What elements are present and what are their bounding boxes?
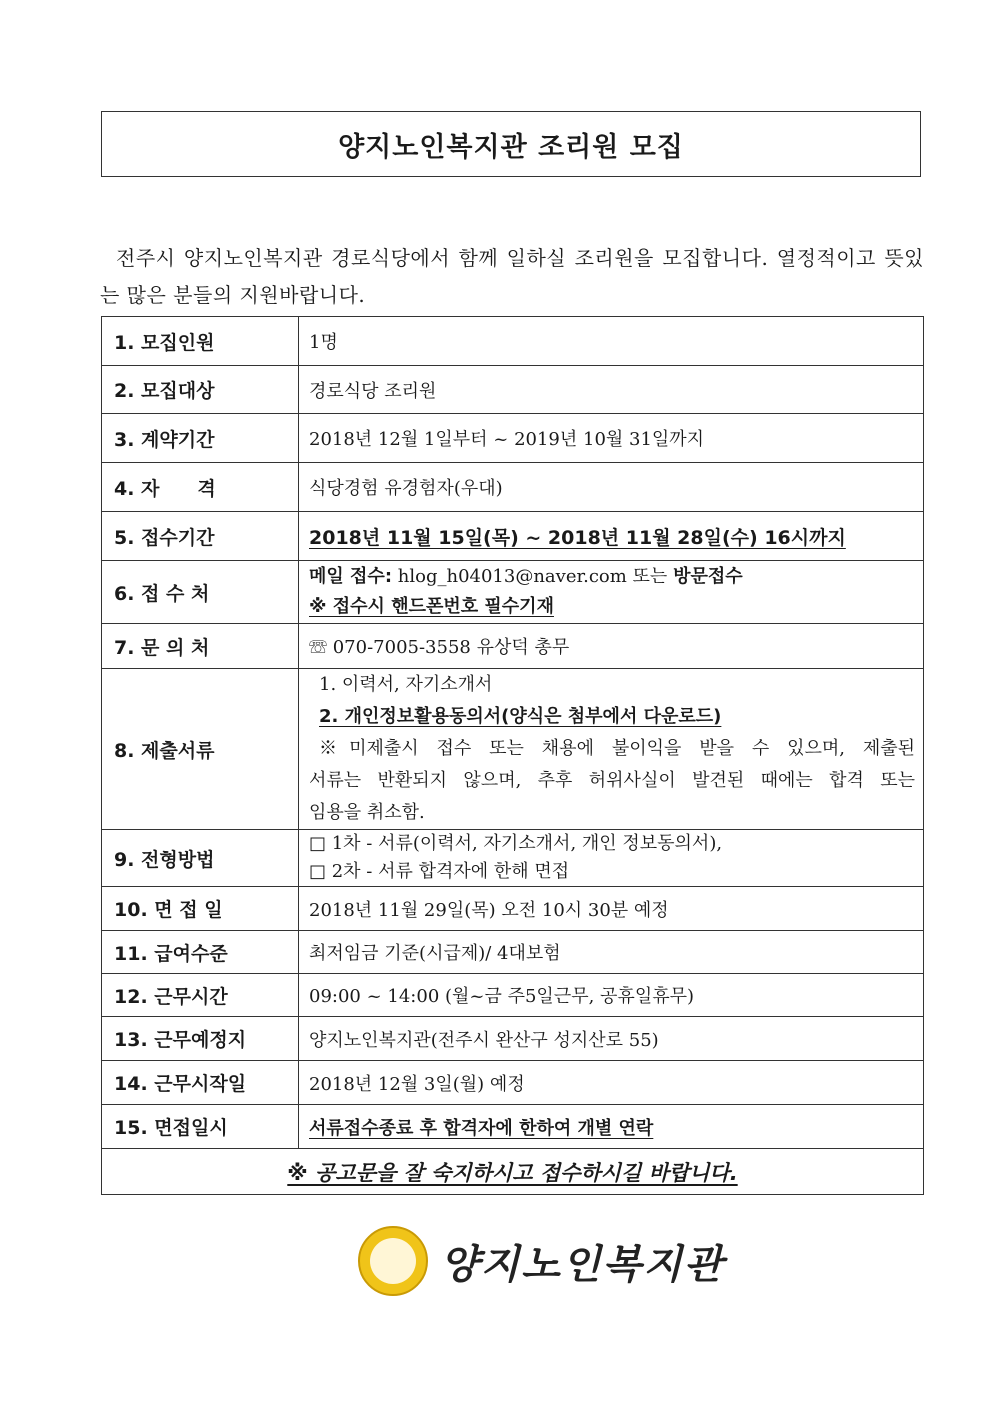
mail-prefix: 메일 접수: (309, 566, 393, 587)
phone-note: ※ 접수시 핸드폰번호 필수기재 (309, 596, 554, 617)
table-row (102, 974, 924, 1017)
screening-step-2: □ 2차 - 서류 합격자에 한해 면접 (309, 861, 570, 882)
page-title: 양지노인복지관 조리원 모집 (338, 131, 684, 163)
document-item-1: 1. 이력서, 자기소개서 (319, 674, 493, 695)
row-label: 8. 제출서류 (102, 669, 299, 830)
organization-emblem-icon (358, 1226, 428, 1296)
table-row (102, 830, 924, 887)
application-period: 2018년 11월 15일(목) ~ 2018년 11월 28일(수) 16시까지 (309, 526, 846, 549)
screening-step-1: □ 1차 - 서류(이력서, 자기소개서, 개인 정보동의서), (309, 833, 723, 854)
mail-or: 또는 (632, 566, 668, 587)
row-value: 1명 (299, 317, 924, 366)
organization-logo-text: 양지노인복지관 (440, 1240, 725, 1288)
row-label: 7. 문 의 처 (102, 624, 299, 669)
row-label: 12. 근무시간 (102, 974, 299, 1017)
row-label: 5. 접수기간 (102, 512, 299, 561)
row-value: 경로식당 조리원 (299, 366, 924, 414)
document-note-line: 임용을 취소함. (309, 802, 425, 823)
row-value: 09:00 ~ 14:00 (월~금 주5일근무, 공휴일휴무) (299, 974, 924, 1017)
visit-text: 방문접수 (673, 566, 743, 587)
row-label: 15. 면접일시 (102, 1105, 299, 1149)
table-row (102, 1149, 924, 1195)
table-row (102, 463, 924, 512)
interview-schedule: 서류접수종료 후 합격자에 한하여 개별 연락 (309, 1117, 654, 1139)
row-label: 14. 근무시작일 (102, 1061, 299, 1105)
document-item-2: 2. 개인정보활용동의서(양식은 첨부에서 다운로드) (319, 706, 722, 727)
document-note-line: ※미제출시 접수 또는 채용에 불이익을 받을 수 있으며, 제출된 (319, 738, 915, 759)
document-note-line: 서류는 반환되지 않으며, 추후 허위사실이 발견된 때에는 합격 또는 (309, 770, 915, 791)
table-row (102, 512, 924, 561)
row-label: 10. 면 접 일 (102, 887, 299, 931)
table-row (102, 366, 924, 414)
table-row (102, 414, 924, 463)
table-row (102, 561, 924, 624)
table-row (102, 1017, 924, 1061)
row-label: 13. 근무예정지 (102, 1017, 299, 1061)
row-label: 4. 자 격 (102, 463, 299, 512)
row-label: 2. 모집대상 (102, 366, 299, 414)
table-row (102, 1061, 924, 1105)
table-row (102, 317, 924, 366)
table-row (102, 887, 924, 931)
row-value: 양지노인복지관(전주시 완산구 성지산로 55) (299, 1017, 924, 1061)
row-value: ☏ 070-7005-3558 유상덕 총무 (299, 624, 924, 669)
row-label: 11. 급여수준 (102, 931, 299, 974)
row-label: 6. 접 수 처 (102, 561, 299, 624)
row-value: 최저임금 기준(시급제)/ 4대보험 (299, 931, 924, 974)
row-value: 식당경험 유경험자(우대) (299, 463, 924, 512)
email-address: hlog_h04013@naver.com (397, 566, 627, 587)
table-row (102, 1105, 924, 1149)
notice-text: ※ 공고문을 잘 숙지하시고 접수하시길 바랍니다. (287, 1160, 738, 1185)
row-value: 2018년 12월 1일부터 ~ 2019년 10월 31일까지 (299, 414, 924, 463)
page-title-box (101, 111, 921, 177)
row-label: 9. 전형방법 (102, 830, 299, 887)
row-label: 1. 모집인원 (102, 317, 299, 366)
table-row (102, 669, 924, 830)
recruitment-table (101, 316, 924, 1195)
intro-paragraph: 전주시 양지노인복지관 경로식당에서 함께 일하실 조리원을 모집합니다. 열정적이고 뜻있는 많은 분들의 지원바랍니다. (100, 246, 924, 307)
row-label: 3. 계약기간 (102, 414, 299, 463)
table-row (102, 624, 924, 669)
row-value: 2018년 11월 29일(목) 오전 10시 30분 예정 (299, 887, 924, 931)
table-row (102, 931, 924, 974)
row-value: 2018년 12월 3일(월) 예정 (299, 1061, 924, 1105)
